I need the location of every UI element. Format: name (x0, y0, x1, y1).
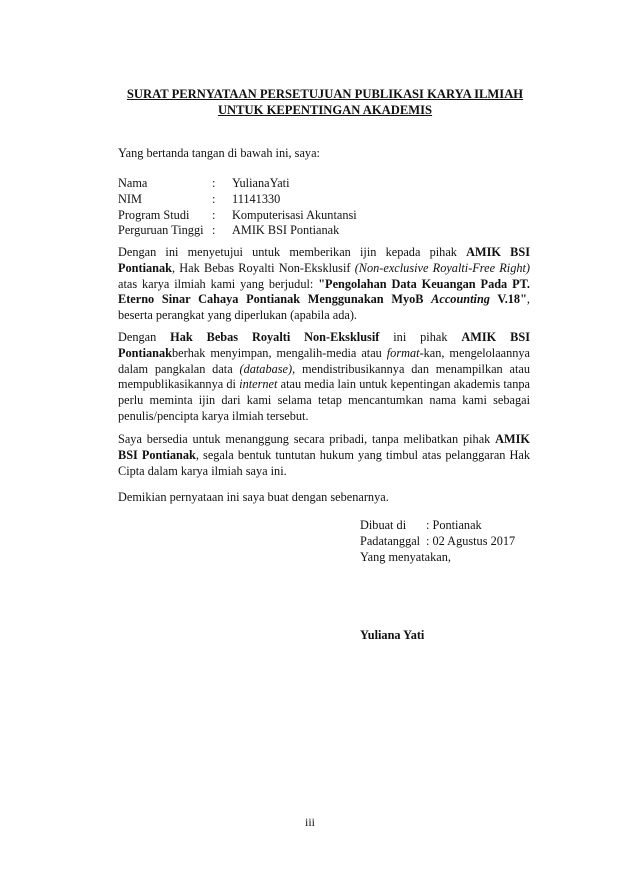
title-line-2: UNTUK KEPENTINGAN AKADEMIS (217, 103, 433, 117)
identity-value: 11141330 (232, 191, 281, 206)
text-run: , beserta perangkat yang diperlukan (apabila ada). (118, 292, 530, 323)
italic-term: internet (239, 377, 278, 392)
intro-text: Yang bertanda tangan di bawah ini, saya: (118, 146, 320, 160)
identity-label: Program Studi (118, 207, 190, 222)
identity-value: Komputerisasi Akuntansi (232, 207, 357, 222)
date-label: Padatanggal (360, 533, 421, 548)
thesis-title-end: V.18" (489, 292, 527, 307)
text-run: ini pihak (379, 330, 462, 344)
text-run: -kan, mengelolaannya dalam pangkalan data (118, 345, 531, 376)
text-run: atau media lain untuk kepentingan akademis tanpa perlu meminta ijin dari kami selama tetap mencantumkan nama kami sebagai penulis/pencipta karya ilmiah tersebut. (118, 377, 530, 423)
identity-label: NIM (118, 191, 142, 206)
page-number: iii (304, 815, 315, 829)
rights-paragraph (118, 330, 530, 425)
identity-table (118, 176, 357, 239)
place-label: Dibuat di (360, 518, 407, 532)
text-run: , mendistribusikannya dan menampilkan atau mempublikasikannya di (118, 361, 530, 392)
institution-name: AMIK BSI Pontianak (118, 245, 530, 275)
identity-sep: : (212, 191, 216, 206)
text-run: , Hak Bebas Royalti Non-Eksklusif (172, 260, 355, 275)
signature-date-row (360, 534, 515, 550)
rights-term: Hak Bebas Royalti Non-Eksklusif (170, 330, 380, 344)
date-value: : 02 Agustus 2017 (426, 533, 516, 548)
text-run: atas karya ilmiah kami yang berjudul: (118, 276, 319, 291)
text-run: berhak menyimpan, mengalih-media atau (172, 345, 387, 360)
italic-term: (database) (239, 361, 293, 376)
identity-sep: : (212, 223, 216, 238)
signature-place-row (360, 518, 515, 534)
italic-term: format (386, 345, 420, 360)
document-title (110, 86, 540, 118)
text-run: Dengan (118, 330, 171, 344)
identity-row-program (118, 208, 357, 224)
identity-label: Nama (118, 176, 148, 190)
thesis-title: "Pengolahan Data Keuangan Pada PT. Eterno Sinar Cahaya Pontianak Menggunakan MyoB (118, 276, 530, 307)
consent-paragraph (118, 245, 530, 324)
signer-name: Yuliana Yati (360, 628, 425, 642)
signature-block (360, 518, 515, 565)
identity-value: YulianaYati (232, 176, 290, 190)
identity-value: AMIK BSI Pontianak (232, 223, 340, 238)
text-run: Dengan ini menyetujui untuk memberikan ijin kepada pihak (118, 245, 467, 259)
identity-row-institution (118, 223, 357, 239)
identity-sep: : (212, 176, 216, 190)
title-line-1: SURAT PERNYATAAN PERSETUJUAN PUBLIKASI KARYA ILMIAH (126, 87, 524, 101)
identity-row-nim (118, 192, 357, 208)
identity-label: Perguruan Tinggi (118, 223, 204, 238)
identity-row-name (118, 176, 357, 192)
institution-name: AMIK BSI Pontianak (118, 432, 530, 462)
place-value: : Pontianak (426, 518, 482, 532)
italic-term: (Non-exclusive Royalti-Free Right) (354, 260, 531, 275)
declarer-text: Yang menyatakan, (360, 549, 451, 564)
identity-sep: : (212, 207, 216, 222)
liability-paragraph (118, 432, 530, 479)
closing-paragraph: Demikian pernyataan ini saya buat dengan sebenarnya. (118, 490, 389, 504)
text-run: , segala bentuk tuntutan hukum yang timbul atas pelanggaran Hak Cipta dalam karya ilmiah saya ini. (118, 447, 530, 478)
institution-name: AMIK BSI Pontianak (118, 330, 530, 360)
thesis-title-italic: Accounting (431, 292, 490, 307)
text-run: Saya bersedia untuk menanggung secara pribadi, tanpa melibatkan pihak (118, 432, 496, 446)
